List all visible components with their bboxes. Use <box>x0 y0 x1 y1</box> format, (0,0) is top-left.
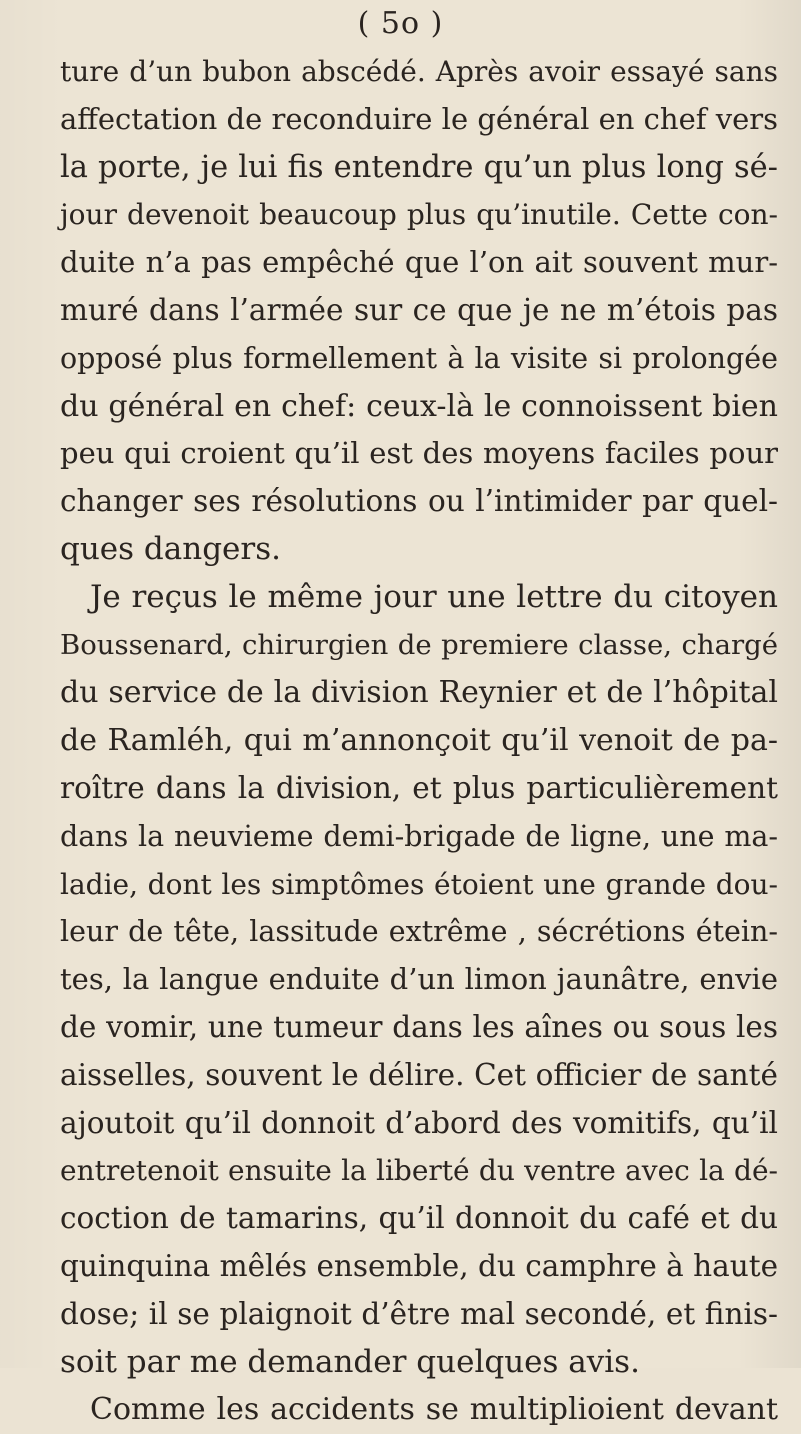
text-line: tes, la langue enduite d’un limon jaunâtre, envie <box>60 962 778 997</box>
text-line: Boussenard, chirurgien de premiere classe, chargé <box>60 628 778 661</box>
text-line: coction de tamarins, qu’il donnoit du café et du <box>60 1201 778 1236</box>
text-line: aisselles, souvent le délire. Cet officier de santé <box>60 1057 778 1092</box>
page-number: ( 5o ) <box>357 6 444 41</box>
text-line: de Ramléh, qui m’annonçoit qu’il venoit de pa- <box>60 723 778 759</box>
text-line: ladie, dont les simptômes étoient une grande dou- <box>60 867 778 901</box>
text-line: ture d’un bubon abscédé. Après avoir essayé sans <box>60 55 778 88</box>
text-line: ajoutoit qu’il donnoit d’abord des vomitifs, qu’il <box>60 1105 778 1140</box>
text-line: de vomir, une tumeur dans les aînes ou sous les <box>60 1009 778 1044</box>
text-line: Comme les accidents se multiplioient devant <box>90 1392 778 1428</box>
text-line: dose; il se plaignoit d’être mal secondé, et finis- <box>60 1296 778 1331</box>
text-line: entretenoit ensuite la liberté du ventre avec la dé- <box>60 1154 778 1188</box>
text-line: quinquina mêlés ensemble, du camphre à haute <box>60 1248 779 1283</box>
body-text <box>60 48 778 1434</box>
text-line: affectation de reconduire le général en chef vers <box>60 101 778 136</box>
text-line: soit par me demander quelques avis. <box>60 1343 640 1380</box>
text-line: du général en chef: ceux-là le connoissent bien <box>60 388 778 424</box>
text-line: Je reçus le même jour une lettre du citoyen <box>90 578 778 615</box>
text-line: ques dangers. <box>60 530 281 567</box>
text-line: du service de la division Reynier et de l’hôpital <box>60 675 778 711</box>
text-line: jour devenoit beaucoup plus qu’inutile. Cette con- <box>60 198 778 232</box>
text-line: leur de tête, lassitude extrême , sécrétions étein- <box>60 915 778 949</box>
text-line: opposé plus formellement à la visite si prolongée <box>60 341 778 375</box>
text-line: changer ses résolutions ou l’intimider par quel- <box>60 484 778 519</box>
text-line: dans la neuvieme demi-brigade de ligne, une ma- <box>60 819 778 853</box>
text-line: peu qui croient qu’il est des moyens faciles pour <box>60 436 778 471</box>
text-line: duite n’a pas empêché que l’on ait souvent mur- <box>60 245 778 280</box>
text-line: muré dans l’armée sur ce que je ne m’étois pas <box>60 292 778 327</box>
text-line: roître dans la division, et plus particulièrement <box>60 770 778 805</box>
text-line: la porte, je lui fis entendre qu’un plus long sé- <box>60 149 778 185</box>
